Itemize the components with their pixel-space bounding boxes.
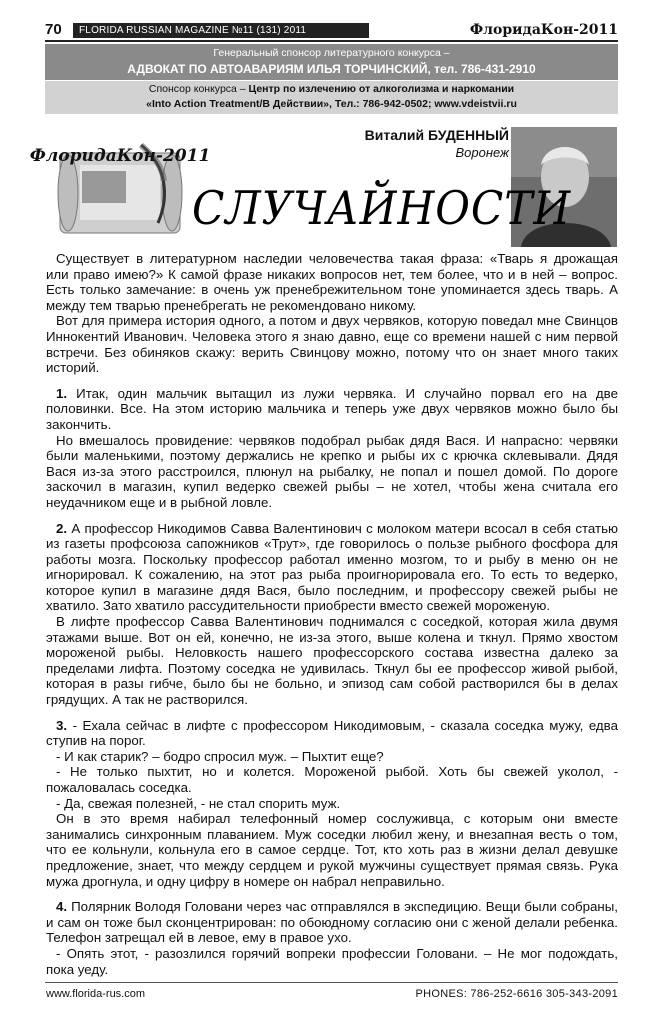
article-paragraph bbox=[46, 899, 618, 946]
sponsor-line-3 bbox=[45, 81, 618, 97]
footer-rule bbox=[45, 982, 618, 983]
sponsor-line-4: «Into Action Treatment/В Действии», Тел.: 786-942-0502; www.vdeistvii.ru bbox=[146, 98, 517, 110]
article-paragraph bbox=[46, 521, 618, 615]
section-number: 4. bbox=[56, 899, 68, 915]
magazine-title: FLORIDA RUSSIAN MAGAZINE №11 (131) 2011 bbox=[73, 23, 369, 38]
sponsor-line-1: Генеральный спонсор литературного конкурса – bbox=[213, 47, 450, 59]
article-paragraph bbox=[46, 811, 618, 889]
footer-phones: PHONES: 786-252-6616 305-343-2091 bbox=[415, 988, 618, 1000]
paragraph-text: В лифте профессор Савва Валентинович поднимался с соседкой, которая жила двумя этажами выше. Вот он ей, конечно, не из-за этого, выше колена и ткнул. Прямо хвостом мороженой рыбы. Неловкость нашего профессорского состава известна далеко за пределами лифта. Поэтому соседка не удивилась. Ткнул бы ее профессор живой рыбой, которая в разы гибче, было бы не больно, и эпизод сам собой растворился бы в делах грядущих. А так не растворился. bbox=[46, 614, 618, 708]
section-number: 1. bbox=[56, 385, 68, 401]
article-body bbox=[46, 251, 618, 977]
paragraph-text: Итак, один мальчик вытащил из лужи червяка. И случайно порвал его на две половинки. Все. На этом историю мальчика и теперь уже двух червяков можно было бы закончить. bbox=[46, 385, 618, 432]
article-paragraph bbox=[46, 386, 618, 433]
paragraph-text: А профессор Никодимов Савва Валентинович с молоком матери всосал в себя статью из газеты профсоюза сапожников «Трут», где говорилось о пользе рыбного фосфора для работы мозга. Поскольку профессор работал именно мозгом, то и рыбу в меню он не игнорировал. К сожалению, на этот раз рыба проигнорировала его. То есть то ведерко, которое купил в магазине дядя Вася, было последним, и профессору свежей рыбы не хватило. Зато хватило рассудительности приобрести вместо свежей мороженую. bbox=[46, 520, 618, 614]
general-sponsor-banner bbox=[45, 44, 618, 80]
paragraph-text: - Опять этот, - разозлился горячий вопреки профессии Головани. – Не мог подождать, пока уеду. bbox=[46, 945, 618, 977]
sponsor-line-2: АДВОКАТ ПО АВТОАВАРИЯМ ИЛЬЯ ТОРЧИНСКИЙ, тел. 786-431-2910 bbox=[127, 62, 536, 76]
article-paragraph bbox=[46, 433, 618, 511]
page-number: 70 bbox=[45, 21, 71, 39]
article-paragraph bbox=[46, 251, 618, 313]
logo-text: ФлоридаКон-2011 bbox=[29, 146, 211, 166]
article-paragraph bbox=[46, 764, 618, 795]
article-paragraph bbox=[46, 313, 618, 375]
paragraph-text: Вот для примера история одного, а потом и двух червяков, которую поведал мне Свинцов Иннокентий Иванович. Человека этого я знаю давно, еще со времени нашей с ним первой встречи. Без обиняков скажу: верить Свинцову можно, потому что он знает много таких историй. bbox=[46, 313, 618, 376]
article-paragraph bbox=[46, 718, 618, 749]
section-number: 2. bbox=[56, 520, 68, 536]
header-rule bbox=[45, 40, 618, 42]
section-number: 3. bbox=[56, 717, 68, 733]
article-paragraph bbox=[46, 614, 618, 708]
sponsor-line-3-prefix: Спонсор конкурса – bbox=[148, 83, 249, 95]
article-paragraph bbox=[46, 796, 618, 812]
paragraph-text: - Ехала сейчас в лифте с профессором Никодимовым, - сказала соседка мужу, едва ступив на порог. bbox=[46, 717, 618, 749]
paragraph-text: - И как старик? – бодро спросил муж. – Пыхтит еще? bbox=[56, 748, 384, 764]
article-title: СЛУЧАЙНОСТИ bbox=[192, 181, 572, 235]
contest-sponsor-banner bbox=[45, 81, 618, 114]
author-name: Виталий БУДЕННЫЙ bbox=[364, 127, 509, 143]
paragraph-text: Существует в литературном наследии человечества такая фраза: «Тварь я дрожащая или право имею?» К самой фразе никаких вопросов нет, тем более, что и в ней – вопрос. Есть только замечание: в очень уж пренебрежительном тоне упоминается здесь тварь. А между тем тварью пренебрегать не рекомендовано никому. bbox=[46, 251, 618, 313]
paragraph-text: Полярник Володя Головани через час отправлялся в экспедицию. Вещи были собраны, и сам он тоже был сконцентрирован: по обоюдному согласию они с женой делали ребенка. Телефон затрещал ей в левое, ему в правое ухо. bbox=[46, 899, 618, 946]
article-paragraph bbox=[46, 946, 618, 977]
paragraph-text: - Да, свежая полезней, - не стал спорить муж. bbox=[56, 795, 341, 811]
section-title: ФлоридаКон-2011 bbox=[469, 22, 618, 38]
page-header bbox=[45, 21, 618, 39]
footer-website: www.florida-rus.com bbox=[46, 988, 146, 1000]
sponsor-line-3-bold: Центр по излечению от алкоголизма и наркомании bbox=[248, 83, 515, 95]
paragraph-text: Но вмешалось провидение: червяков подобрал рыбак дядя Вася. И напрасно: червяки были маленькими, поэтому держались не крепко и рыбы их с крючка склевывали. Дядя Вася из-за этого расстроился, плюнул на рыбалку, не попал и пошел домой. По дороге заскочил в магазин, купил ведерко свежей рыбы – не хотел, чтобы жена считала его неудачником еще и в рыбной ловле. bbox=[46, 432, 618, 510]
author-city: Воронеж bbox=[455, 145, 509, 160]
paragraph-text: Он в это время набирал телефонный номер сослуживца, с которым они вместе занимались синхронным плаванием. Муж соседки любил жену, и внезапная весть о том, что ее кольнули, кольнула его в самое сердце. Тот, кто хоть раз в жизни делал девушке предложение, знает, что между сердцем и рукой мужчины существует прямая связь. Рука мужа дрогнула, и одну цифру в номере он набрал неправильно. bbox=[46, 811, 618, 889]
scroll-quill-logo-icon bbox=[29, 125, 211, 241]
article-paragraph bbox=[46, 749, 618, 765]
paragraph-text: - Не только пыхтит, но и колется. Мороженой рыбой. Хоть бы свежей уколол, - пожаловалась соседка. bbox=[46, 764, 618, 795]
